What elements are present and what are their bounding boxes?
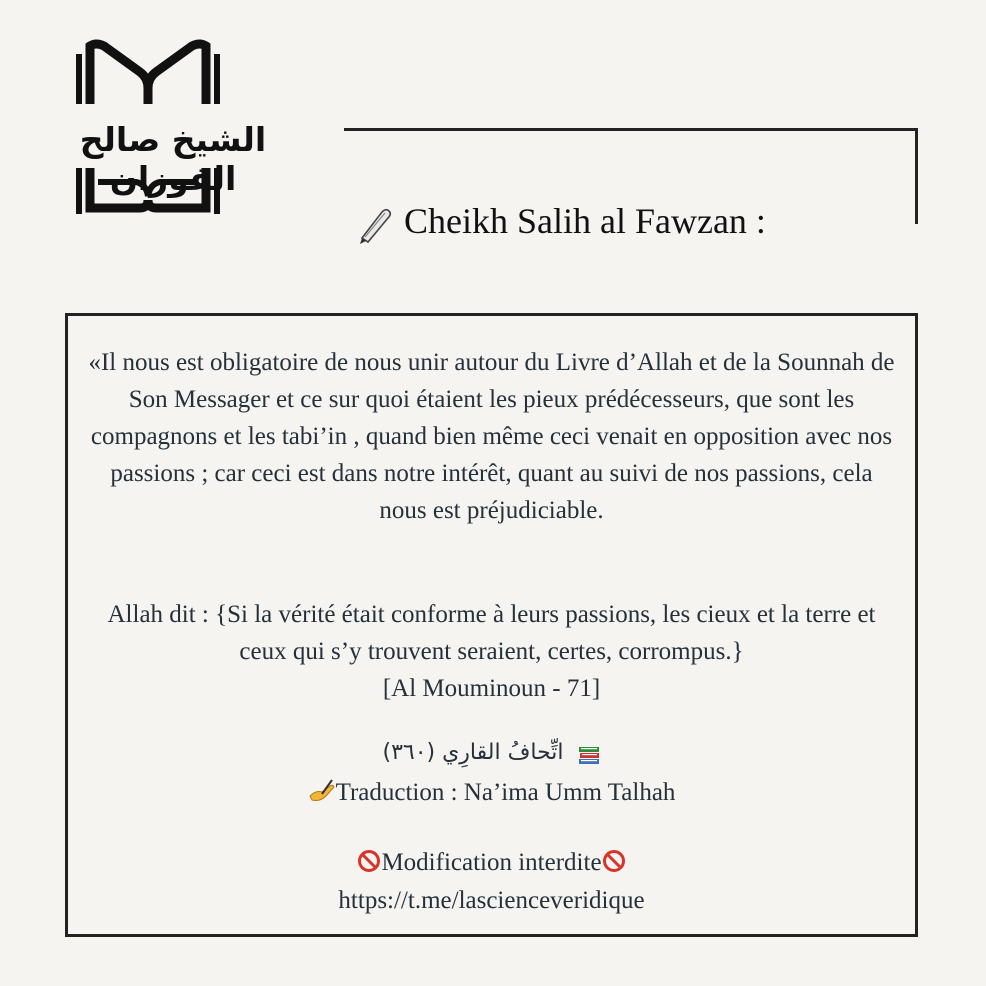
writing-hand-icon [308,778,336,804]
source-reference: اتِّحافُ القارِي (٣٦٠) [382,740,564,765]
header-title: Cheikh Salih al Fawzan : [404,201,766,241]
no-entry-icon [357,847,381,871]
translation-line [88,774,895,811]
modification-line [88,844,895,881]
source-reference-line [88,734,895,771]
no-entry-icon [602,847,626,871]
quote-box [65,313,918,937]
modification-text: Modification interdite [381,849,602,876]
verse-block [88,596,895,707]
books-icon [577,742,601,764]
verse-paragraph: Allah dit : {Si la vérité était conforme à leurs passions, les cieux et la terre et ceux qui s’y trouvent seraient, certes, corrompus.} [107,601,876,665]
logo [28,32,318,222]
verse-reference: [Al Mouminoun - 71] [382,675,601,702]
quote-paragraph: «Il nous est obligatoire de nous unir autour du Livre d’Allah et de la Sounnah de Son Messager et ce sur quoi étaient les pieux prédécesseurs, que sont les compagnons et les tabi’in , quand bien même ceci venait en opposition avec nos passions ; car ceci est dans notre intérêt, quant au suivi de nos passions, cela nous est préjudiciable. [88,349,895,524]
telegram-link[interactable]: https://t.me/lascienceveridique [338,887,645,914]
logo-arabic-text: الشيخ صالح الفوزان [79,120,267,198]
pen-icon [352,202,396,246]
translation-text: Traduction : Na’ima Umm Talhah [335,779,676,806]
